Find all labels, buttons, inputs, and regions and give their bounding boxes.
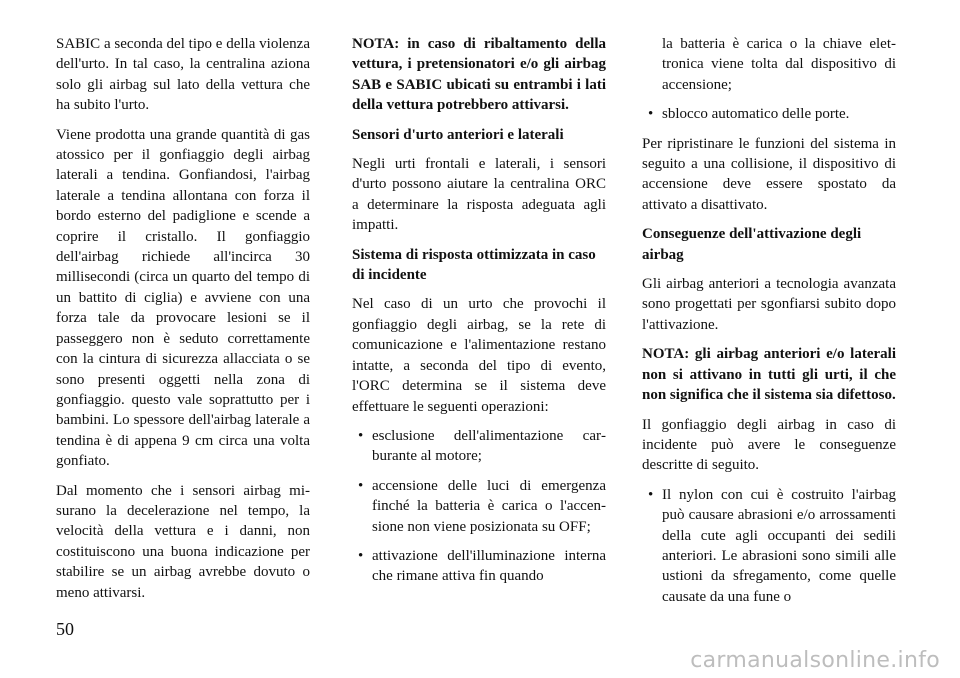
text-column-2 — [352, 34, 606, 596]
paragraph-text: Il gonfiaggio degli airbag in caso di incidente può avere le conseguenze descritte di seguito. — [642, 416, 896, 474]
bullet-item — [352, 476, 606, 537]
section-heading — [352, 245, 606, 286]
note-paragraph — [642, 344, 896, 405]
bullet-dot: • — [358, 547, 364, 564]
paragraph-text: Per ripristinare le funzioni del sistema in seguito a una collisione, il dispositivo di accensione deve essere spostato da attivato a disattivato. — [642, 135, 896, 213]
section-heading — [352, 125, 606, 145]
paragraph-text: Conseguenze dell'attivazione degli airbag — [642, 226, 862, 263]
paragraph-text: Nel caso di un urto che provochi il gonfiaggio degli airbag, se la rete di comunicazione e l'alimentazione restano intatte, a seconda del tipo di evento, l'ORC determina se il sistema deve effettuare le seguenti operazioni: — [352, 296, 606, 415]
note-paragraph — [352, 34, 606, 116]
paragraph-text: attivazione dell'illuminazione interna che rimane attiva fin quando — [372, 547, 606, 585]
paragraph-text: la batteria è carica o la chiave elettronica viene tolta dal dispositivo di accensione; — [662, 36, 896, 93]
paragraph-text: NOTA: in caso di ribaltamento della vettura, i pretensionatori e/o gli airbag SAB e SABIC ubicati su entrambi i lati della vettura potrebbero attivarsi. — [352, 36, 606, 114]
paragraph-text: Sistema di risposta ottimizzata in caso di incidente — [352, 246, 596, 284]
bullet-item — [642, 104, 896, 124]
paragraph-text: Viene prodotta una grande quantità di gas atossico per il gonfiaggio degli airbag laterali a tendina. Gonfiandosi, l'airbag laterale a tendina allontana con forza il bordo esterno del padiglione e scende a coprire il cristallo. Il gonfiaggio dell'airbag richiede all'incirca 30 millisecondi (circa un quarto del tempo di un battito di ciglia) e avviene con una forza tale da provocare lesioni se il passeggero non è seduto correttamente con la cintura di sicurezza allacciata o se sono presenti oggetti nella zona di gonfiaggio. questo vale soprattutto per i bambini. Lo spessore dell'airbag laterale a tendina è di appena 9 cm circa una volta gonfiato. — [56, 126, 310, 470]
paragraph-text: Dal momento che i sensori airbag misurano la decelerazione nel tempo, la velocità della vettura e i danni, non costituiscono una buona indicazione per stabilire se un airbag avrebbe dovuto o meno attivarsi. — [56, 482, 310, 601]
body-paragraph — [642, 415, 896, 476]
body-paragraph — [56, 125, 310, 472]
body-paragraph — [642, 34, 896, 95]
bullet-item — [352, 546, 606, 587]
paragraph-text: sblocco automatico delle porte. — [662, 106, 850, 123]
body-paragraph — [352, 294, 606, 416]
watermark: carmanualsonline.info — [690, 648, 940, 673]
paragraph-text: SABIC a seconda del tipo e della violenza dell'urto. In tal caso, la centralina aziona solo gli airbag sul lato della vettura che ha subito l'urto. — [56, 36, 310, 114]
text-column-1 — [56, 34, 310, 612]
text-column-3 — [642, 34, 896, 616]
bullet-item — [352, 426, 606, 467]
bullet-dot: • — [358, 477, 364, 494]
body-paragraph — [352, 154, 606, 236]
paragraph-text: Negli urti frontali e laterali, i sensori d'urto possono aiutare la centralina ORC a determinare la risposta adeguata agli impatti. — [352, 156, 606, 234]
body-paragraph — [642, 274, 896, 335]
paragraph-text: NOTA: gli airbag anteriori e/o laterali non si attivano in tutti gli urti, il che non significa che il sistema sia difettoso. — [642, 346, 896, 404]
bullet-dot: • — [648, 486, 654, 503]
bullet-item — [642, 485, 896, 607]
body-paragraph — [642, 134, 896, 216]
paragraph-text: Gli airbag anteriori a tecnologia avanzata sono progettati per sgonfiarsi subito dopo l'attivazione. — [642, 276, 896, 333]
bullet-dot: • — [648, 106, 654, 123]
body-paragraph — [56, 34, 310, 116]
body-paragraph — [56, 481, 310, 603]
bullet-dot: • — [358, 427, 364, 444]
paragraph-text: esclusione dell'alimentazione carburante al motore; — [372, 427, 606, 465]
section-heading — [642, 224, 896, 265]
paragraph-text: accensione delle luci di emergenza finché la batteria è carica o l'accensione non viene posizionata su OFF; — [372, 477, 606, 535]
page-number: 50 — [56, 619, 74, 639]
paragraph-text: Sensori d'urto anteriori e laterali — [352, 126, 564, 143]
paragraph-text: Il nylon con cui è costruito l'airbag può causare abrasioni e/o arrossamenti della cute agli occupanti dei sedili anteriori. Le abrasioni sono simili alle ustioni da sfregamento, come quelle causate da una fune o — [662, 486, 896, 605]
